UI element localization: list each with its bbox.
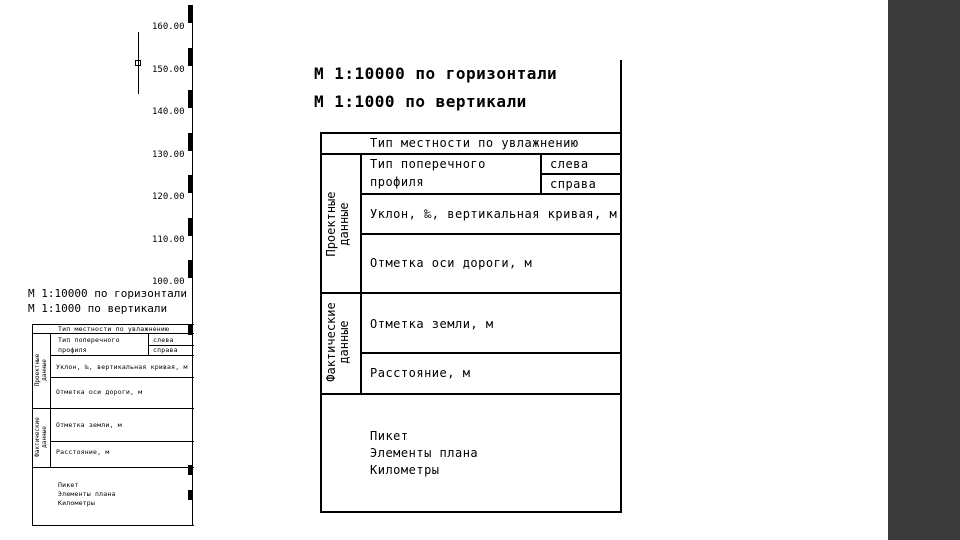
overview-cross-profile-1: Тип поперечного (58, 336, 120, 344)
elevation-tick-110: 110.00 (152, 235, 185, 245)
overview-left: слева (153, 336, 174, 344)
overview-picket: Пикет (58, 481, 79, 489)
picket-label: Пикет (370, 429, 409, 443)
cross-profile-label-1: Тип поперечного (370, 157, 486, 171)
ground-elevation-label: Отметка земли, м (370, 317, 494, 331)
row-line-top (320, 132, 622, 134)
table-right-border (620, 60, 622, 512)
plan-elements-label: Элементы плана (370, 446, 479, 460)
overview-kilometers: Километры (58, 499, 96, 507)
overview-slope: Уклон, ‰, вертикальная кривая, м (56, 363, 188, 371)
overview-ground-elevation: Отметка земли, м (56, 421, 122, 429)
overview-distance: Расстояние, м (56, 448, 110, 456)
cross-profile-label-2: профиля (370, 175, 425, 189)
group-actual-label: Фактические данные (324, 302, 351, 382)
row-line-side (540, 173, 622, 175)
row-line-2 (360, 193, 622, 195)
axis-elevation-label: Отметка оси дороги, м (370, 256, 533, 270)
overview-scale-horizontal: М 1:10000 по горизонтали (28, 287, 187, 300)
profile-mark-dot (135, 60, 141, 66)
row-line-1 (320, 153, 622, 155)
row-line-3 (360, 233, 622, 235)
row-line-bottom (320, 511, 622, 513)
elevation-tick-100: 100.00 (152, 277, 185, 287)
overview-group-design: Проектные данные (34, 353, 48, 387)
overview-cross-profile-2: профиля (58, 346, 87, 354)
distance-label: Расстояние, м (370, 366, 471, 380)
scale-vertical: М 1:1000 по вертикали (314, 92, 527, 111)
slope-label: Уклон, ‰, вертикальная кривая, м (370, 207, 618, 221)
kilometers-label: Километры (370, 463, 440, 477)
overview-scale-vertical: М 1:1000 по вертикали (28, 302, 168, 315)
elevation-tick-160: 160.00 (152, 22, 185, 32)
group-column-divider (360, 153, 362, 393)
overview-group-actual: Фактические данные (34, 417, 48, 457)
terrain-type-label: Тип местности по увлажнению (370, 136, 579, 150)
elevation-tick-150: 150.00 (152, 65, 185, 75)
slide-edge-panel (888, 0, 960, 540)
group-design-label: Проектные данные (324, 191, 351, 257)
scale-horizontal: М 1:10000 по горизонтали (314, 64, 558, 83)
table-left-border (320, 132, 322, 512)
row-line-4 (320, 292, 622, 294)
row-line-6 (320, 393, 622, 395)
overview-axis-elevation: Отметка оси дороги, м (56, 388, 143, 396)
overview-plan-elements: Элементы плана (58, 490, 116, 498)
side-right-label: справа (550, 177, 597, 191)
side-left-label: слева (550, 157, 589, 171)
overview-right: справа (153, 346, 178, 354)
elevation-tick-120: 120.00 (152, 192, 185, 202)
elevation-tick-140: 140.00 (152, 107, 185, 117)
elevation-tick-130: 130.00 (152, 150, 185, 160)
overview-terrain-type: Тип местности по увлажнению (58, 325, 170, 333)
row-line-5 (360, 352, 622, 354)
